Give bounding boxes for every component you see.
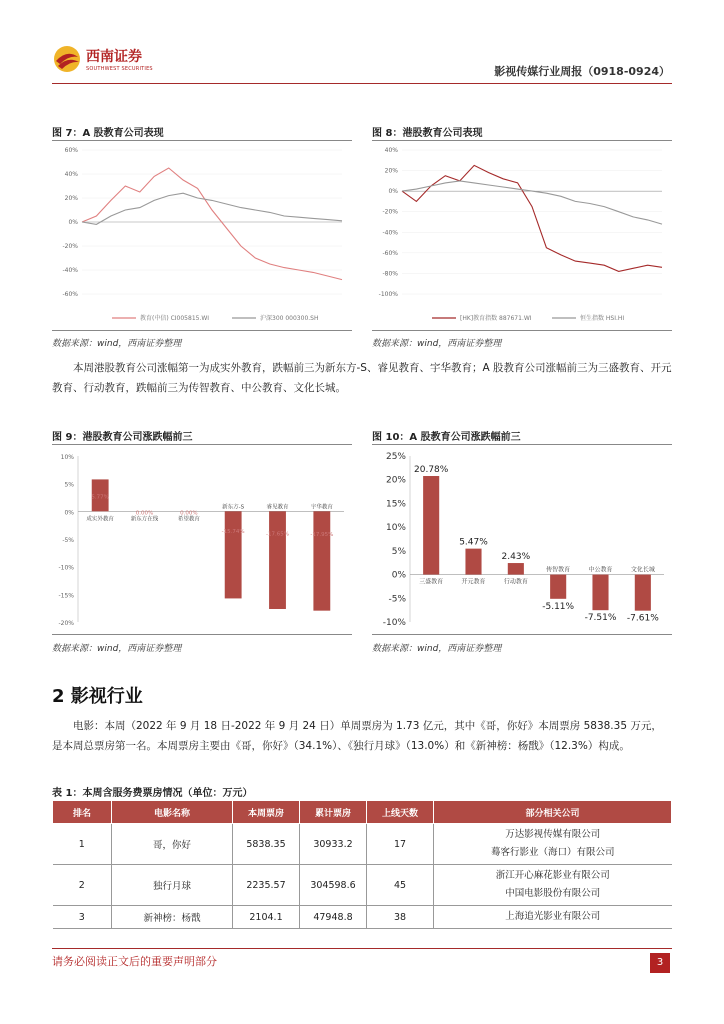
company-name: 浙江开心麻花影业有限公司 <box>495 870 610 881</box>
fig8-title: 图 8：港股教育公司表现 <box>372 128 483 139</box>
fig10-data-label: 2.43% <box>501 552 531 563</box>
col-weekly: 本周票房 <box>233 801 300 824</box>
fig8-bottom-rule <box>372 330 672 331</box>
weekly-box-office-cell: 2235.57 <box>233 865 300 906</box>
days-cell: 17 <box>367 824 434 865</box>
fig8-ytick-label: -80% <box>382 270 398 278</box>
box-office-table <box>52 800 672 929</box>
fig10-ytick-label: 20% <box>385 475 406 486</box>
fig7-ytick-label: 60% <box>64 147 78 154</box>
fig10-bar <box>465 549 481 575</box>
fig7-legend-label: 沪深300 000300.SH <box>260 315 319 322</box>
fig9-ytick-label: 10% <box>60 454 74 461</box>
fig10-title: 图 10：A 股教育公司涨跌幅前三 <box>372 432 521 443</box>
fig9-ytick-label: -5% <box>62 537 74 544</box>
fig9-ytick-label: -10% <box>58 564 74 572</box>
companies-cell <box>434 824 672 865</box>
fig9-source: 数据来源：wind，西南证券整理 <box>52 644 182 654</box>
fig8-ytick-label: -60% <box>382 249 398 257</box>
fig9-rule <box>52 444 352 445</box>
fig10-data-label: -7.51% <box>584 613 617 624</box>
rank-cell: 1 <box>53 824 112 865</box>
fig7-source: 数据来源：wind，西南证券整理 <box>52 339 182 349</box>
fig8-rule <box>372 140 672 141</box>
fig8-legend-label: 恒生指数 HSI.HI <box>580 315 625 322</box>
fig9-data-label: 0.00% <box>135 510 154 517</box>
fig10-bottom-rule <box>372 634 672 635</box>
weekly-box-office-cell: 5838.35 <box>233 824 300 865</box>
section-heading: 2 影视行业 <box>52 686 143 707</box>
education-summary-paragraph: 本周港股教育公司涨幅第一为成实外教育，跌幅前三为新东方-S、睿见教育、宇华教育；A 股教育公司涨幅前三为三盛教育、开元教育、行动教育，跌幅前三为传智教育、中公教育、文化长城。 <box>52 362 672 394</box>
fig10-category-label: 中公教育 <box>588 566 613 574</box>
fig10-data-label: 20.78% <box>414 465 449 476</box>
fig9-data-label: -15.74% <box>221 529 245 536</box>
col-rank: 排名 <box>53 801 112 824</box>
fig10-category-label: 三盛教育 <box>419 578 444 586</box>
fig7-rule <box>52 140 352 141</box>
fig9-bar <box>269 511 286 609</box>
fig7-ytick-label: 40% <box>64 171 78 178</box>
fig10-data-label: -7.61% <box>626 613 659 624</box>
fig8-ytick-label: -40% <box>382 229 398 237</box>
company-logo <box>52 44 82 74</box>
table-row <box>53 906 672 929</box>
total-box-office-cell: 47948.8 <box>300 906 367 929</box>
fig10-data-label: -5.11% <box>542 601 575 612</box>
fig10-category-label: 文化长城 <box>630 566 655 574</box>
fig10-chart <box>372 446 672 634</box>
fig7-ytick-label: -40% <box>62 267 78 274</box>
table1-title: 表 1：本周含服务费票房情况（单位：万元） <box>52 788 253 799</box>
fig8-ytick-label: 0% <box>388 188 398 196</box>
footer-divider <box>52 948 672 949</box>
fig9-bar <box>225 511 242 598</box>
film-name-cell: 新神榜：杨戬 <box>112 906 233 929</box>
fig10-ytick-label: 0% <box>391 570 406 581</box>
fig9-category-label: 新东方-S <box>222 504 245 511</box>
fig9-category-label: 新东方在线 <box>130 516 159 523</box>
fig10-bar <box>592 575 608 611</box>
companies-cell <box>434 906 672 929</box>
report-title: 影视传媒行业周报（0918-0924） <box>494 65 670 78</box>
days-cell: 38 <box>367 906 434 929</box>
fig9-ytick-label: 5% <box>64 481 74 489</box>
col-total: 累计票房 <box>300 801 367 824</box>
fig7-bottom-rule <box>52 330 352 331</box>
fig9-bottom-rule <box>52 634 352 635</box>
fig9-ytick-label: -20% <box>58 620 74 627</box>
fig10-ytick-label: 25% <box>385 452 406 462</box>
fig10-bar <box>508 563 524 575</box>
fig9-data-label: -17.65% <box>266 531 289 538</box>
logo-subtitle: SOUTHWEST SECURITIES <box>86 66 153 72</box>
table-row <box>53 824 672 865</box>
fig10-ytick-label: 5% <box>391 546 406 557</box>
fig10-bar <box>635 575 651 611</box>
fig7-legend-label: 教育(中信) CI005815.WI <box>140 315 210 322</box>
fig7-series-line-0 <box>82 168 342 280</box>
companies-cell <box>434 865 672 906</box>
company-name: 上海追光影业有限公司 <box>505 911 601 922</box>
fig9-bar <box>313 511 330 610</box>
film-name-cell: 独行月球 <box>112 865 233 906</box>
fig8-series-line-1 <box>402 181 662 224</box>
fig10-ytick-label: 10% <box>385 523 406 534</box>
rank-cell: 2 <box>53 865 112 906</box>
company-name: 中国电影股份有限公司 <box>505 888 601 899</box>
fig8-ytick-label: -100% <box>378 291 398 298</box>
fig10-ytick-label: 15% <box>385 499 406 510</box>
fig7-ytick-label: 0% <box>68 219 78 226</box>
fig8-legend-label: [HK]教育指数 887671.WI <box>460 315 532 322</box>
film-summary-paragraph: 电影：本周（2022 年 9 月 18 日-2022 年 9 月 24 日）单周票房为 1.73 亿元，其中《哥，你好》本周票房 5838.35 万元，是本周总票房第一名。本周票房主要由《哥，你好》（34.1%）、《独行月球》（13.0%）和《新神榜：杨戬》（12.3%）构成。 <box>52 720 662 752</box>
fig7-title: 图 7：A 股教育公司表现 <box>52 128 164 139</box>
days-cell: 45 <box>367 865 434 906</box>
footer-notice: 请务必阅读正文后的重要声明部分 <box>52 955 217 968</box>
company-name: 蓦客行影业（海口）有限公司 <box>490 847 615 858</box>
weekly-box-office-cell: 2104.1 <box>233 906 300 929</box>
fig10-bar <box>423 476 439 575</box>
fig9-category-label: 睿见教育 <box>266 504 289 511</box>
company-name: 万达影视传媒有限公司 <box>505 829 601 840</box>
page-number: 3 <box>650 953 670 973</box>
col-days: 上线天数 <box>367 801 434 824</box>
fig9-data-label: 0.00% <box>180 510 198 517</box>
fig9-chart <box>52 446 352 634</box>
fig9-title: 图 9：港股教育公司涨跌幅前三 <box>52 432 193 443</box>
fig9-ytick-label: -15% <box>58 592 74 600</box>
fig9-data-label: -17.95% <box>310 532 334 539</box>
total-box-office-cell: 30933.2 <box>300 824 367 865</box>
fig10-category-label: 行动教育 <box>503 578 528 586</box>
fig8-series-line-0 <box>402 165 662 271</box>
col-companies: 部分相关公司 <box>434 801 672 824</box>
total-box-office-cell: 304598.6 <box>300 865 367 906</box>
fig9-category-label: 希望教育 <box>177 516 200 523</box>
fig10-bar <box>550 575 566 599</box>
fig8-source: 数据来源：wind，西南证券整理 <box>372 339 502 349</box>
fig10-source: 数据来源：wind，西南证券整理 <box>372 644 502 654</box>
logo-text: 西南证券 <box>86 49 142 65</box>
fig9-ytick-label: 0% <box>64 509 74 517</box>
table-header-row <box>53 801 672 824</box>
fig10-ytick-label: -10% <box>382 618 406 628</box>
fig9-category-label: 宇华教育 <box>310 504 333 511</box>
header-divider <box>52 83 672 84</box>
film-name-cell: 哥，你好 <box>112 824 233 865</box>
table-row <box>53 865 672 906</box>
fig8-chart <box>372 142 672 330</box>
fig7-ytick-label: 20% <box>64 195 78 202</box>
fig9-data-label: 5.77% <box>91 494 109 501</box>
fig7-ytick-label: -20% <box>62 243 78 250</box>
fig8-ytick-label: -20% <box>382 208 398 216</box>
fig10-data-label: 5.47% <box>459 537 488 548</box>
fig10-ytick-label: -5% <box>388 594 406 605</box>
fig8-ytick-label: 20% <box>384 167 398 175</box>
fig8-ytick-label: 40% <box>384 147 398 154</box>
fig10-category-label: 开元教育 <box>461 578 486 586</box>
rank-cell: 3 <box>53 906 112 929</box>
fig7-ytick-label: -60% <box>62 291 78 298</box>
fig9-category-label: 成实外教育 <box>86 516 114 523</box>
col-film-name: 电影名称 <box>112 801 233 824</box>
fig10-rule <box>372 444 672 445</box>
fig10-category-label: 传智教育 <box>546 566 571 574</box>
fig7-chart <box>52 142 352 330</box>
